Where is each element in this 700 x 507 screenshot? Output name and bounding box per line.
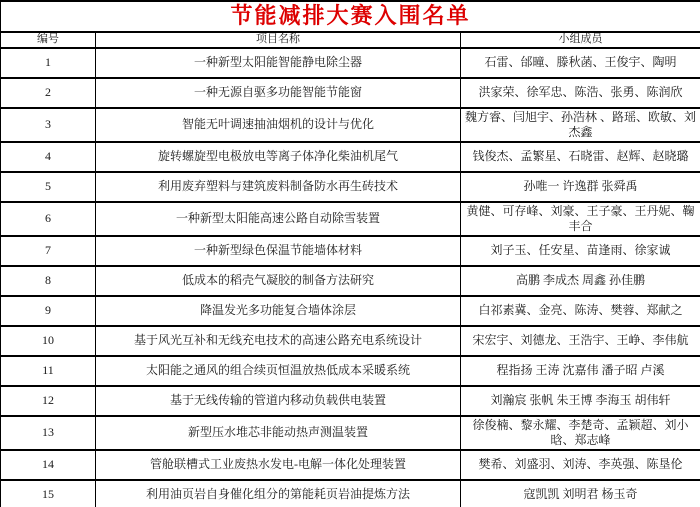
group-members-cell: 樊希、刘盛羽、刘涛、李英强、陈垦伦 [461,450,700,480]
project-name-cell: 一种新型太阳能智能静电除尘器 [96,48,461,78]
row-number-cell: 14 [1,450,96,480]
project-name-cell: 基于风光互补和无线充电技术的高速公路充电系统设计 [96,326,461,356]
row-number-cell: 7 [1,236,96,266]
project-name-cell: 一种新型绿色保温节能墙体材料 [96,236,461,266]
row-number-cell: 8 [1,266,96,296]
table-row [1,480,700,507]
table-row [1,202,700,236]
project-name-cell: 管舱联槽式工业废热水发电-电解一体化处理装置 [96,450,461,480]
table-row [1,416,700,450]
project-name-cell: 利用废弃塑料与建筑废料制备防水再生砖技术 [96,172,461,202]
row-number-cell: 5 [1,172,96,202]
group-members-cell: 高鹏 李成杰 周鑫 孙佳鹏 [461,266,700,296]
title-row [1,1,700,32]
table-row [1,326,700,356]
column-header-number: 编号 [1,32,96,48]
project-name-cell: 智能无叶调速抽油烟机的设计与优化 [96,108,461,142]
row-number-cell: 1 [1,48,96,78]
row-number-cell: 13 [1,416,96,450]
row-number-cell: 4 [1,142,96,172]
column-header-project: 项目名称 [96,32,461,48]
row-number-cell: 10 [1,326,96,356]
table-row [1,48,700,78]
table-row [1,266,700,296]
column-header-members: 小组成员 [461,32,700,48]
table-row [1,296,700,326]
row-number-cell: 3 [1,108,96,142]
table-row [1,236,700,266]
project-name-cell: 基于无线传输的管道内移动负载供电装置 [96,386,461,416]
group-members-cell: 刘子玉、任安星、苗逢雨、徐家诚 [461,236,700,266]
row-number-cell: 12 [1,386,96,416]
table-row [1,78,700,108]
group-members-cell: 徐俊楠、黎永耀、李楚奇、孟颖超、刘小晗、郑志峰 [461,416,700,450]
row-number-cell: 11 [1,356,96,386]
page-title: 节能减排大赛入围名单 [1,1,700,32]
table-body [1,1,700,507]
table-row [1,108,700,142]
row-number-cell: 6 [1,202,96,236]
table-row [1,450,700,480]
group-members-cell: 宋宏宇、刘德龙、王浩宇、王峥、李伟航 [461,326,700,356]
group-members-cell: 刘瀚宸 张帆 朱王博 李海玉 胡伟轩 [461,386,700,416]
group-members-cell: 洪家荣、徐军忠、陈浩、张勇、陈润欣 [461,78,700,108]
group-members-cell: 程指扬 王涛 沈嘉伟 潘子昭 卢溪 [461,356,700,386]
project-name-cell: 太阳能之通风的组合续页恒温放热低成本采暖系统 [96,356,461,386]
project-name-cell: 旋转螺旋型电极放电等离子体净化柴油机尾气 [96,142,461,172]
group-members-cell: 魏方睿、闫旭宇、孙浩林 、路瑶、欧敏、刘杰鑫 [461,108,700,142]
table-row [1,142,700,172]
group-members-cell: 石雷、邰曈、滕秋菡、王俊宇、陶明 [461,48,700,78]
group-members-cell: 黄健、可存峰、刘豪、王子豪、王丹妮、鞠丰合 [461,202,700,236]
row-number-cell: 2 [1,78,96,108]
project-name-cell: 利用油页岩自身催化组分的第能耗页岩油提炼方法 [96,480,461,507]
group-members-cell: 钱俊杰、孟繁星、石晓雷、赵辉、赵晓璐 [461,142,700,172]
group-members-cell: 白祁素冀、金亮、陈涛、樊蓉、郑献之 [461,296,700,326]
group-members-cell: 孙唯一 许逸群 张舜禹 [461,172,700,202]
table-row [1,356,700,386]
table-row [1,386,700,416]
project-name-cell: 低成本的稻壳气凝胶的制备方法研究 [96,266,461,296]
table-row [1,172,700,202]
project-name-cell: 一种新型太阳能高速公路自动除雪装置 [96,202,461,236]
project-name-cell: 新型压水堆芯非能动热声测温装置 [96,416,461,450]
project-name-cell: 降温发光多功能复合墙体涂层 [96,296,461,326]
row-number-cell: 9 [1,296,96,326]
row-number-cell: 15 [1,480,96,507]
header-row [1,32,700,48]
project-name-cell: 一种无源自驱多功能智能节能窗 [96,78,461,108]
group-members-cell: 寇凯凯 刘明君 杨玉奇 [461,480,700,507]
